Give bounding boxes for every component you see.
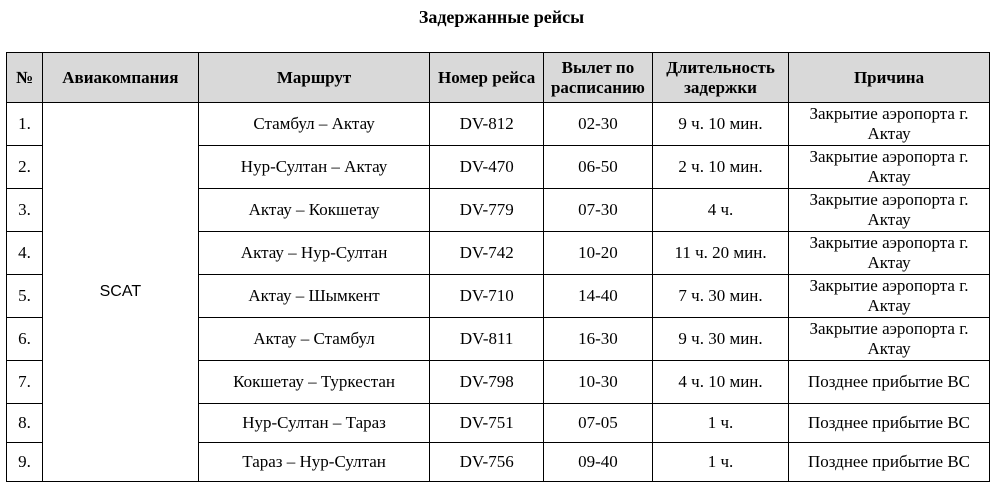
- cell-delay-duration: 1 ч.: [653, 443, 789, 482]
- table-row: [7, 103, 990, 146]
- header-reason: Причина: [789, 53, 990, 103]
- cell-scheduled-departure: 14-40: [543, 275, 652, 318]
- table-header-row: [7, 53, 990, 103]
- cell-flight-number: DV-798: [430, 361, 543, 404]
- header-num: №: [7, 53, 43, 103]
- header-delay-duration: Длительность задержки: [653, 53, 789, 103]
- cell-num: 4.: [7, 232, 43, 275]
- cell-flight-number: DV-470: [430, 146, 543, 189]
- cell-delay-duration: 9 ч. 10 мин.: [653, 103, 789, 146]
- cell-scheduled-departure: 09-40: [543, 443, 652, 482]
- cell-flight-number: DV-812: [430, 103, 543, 146]
- delayed-flights-table: [6, 52, 990, 482]
- cell-scheduled-departure: 16-30: [543, 318, 652, 361]
- cell-flight-number: DV-751: [430, 404, 543, 443]
- cell-delay-duration: 9 ч. 30 мин.: [653, 318, 789, 361]
- cell-delay-duration: 1 ч.: [653, 404, 789, 443]
- cell-flight-number: DV-710: [430, 275, 543, 318]
- header-flight-number: Номер рейса: [430, 53, 543, 103]
- cell-route: Нур-Султан – Тараз: [198, 404, 430, 443]
- header-scheduled-departure: Вылет по расписанию: [543, 53, 652, 103]
- page-title: Задержанные рейсы: [418, 7, 585, 27]
- cell-flight-number: DV-756: [430, 443, 543, 482]
- cell-route: Актау – Стамбул: [198, 318, 430, 361]
- cell-delay-duration: 7 ч. 30 мин.: [653, 275, 789, 318]
- cell-num: 8.: [7, 404, 43, 443]
- header-route: Маршрут: [198, 53, 430, 103]
- cell-route: Актау – Шымкент: [198, 275, 430, 318]
- cell-delay-duration: 4 ч.: [653, 189, 789, 232]
- cell-reason: Закрытие аэропорта г. Актау: [789, 232, 990, 275]
- header-airline: Авиакомпания: [43, 53, 199, 103]
- cell-scheduled-departure: 07-30: [543, 189, 652, 232]
- cell-route: Кокшетау – Туркестан: [198, 361, 430, 404]
- cell-route: Нур-Султан – Актау: [198, 146, 430, 189]
- cell-scheduled-departure: 10-20: [543, 232, 652, 275]
- cell-reason: Закрытие аэропорта г. Актау: [789, 146, 990, 189]
- cell-delay-duration: 4 ч. 10 мин.: [653, 361, 789, 404]
- cell-reason: Закрытие аэропорта г. Актау: [789, 275, 990, 318]
- cell-reason: Закрытие аэропорта г. Актау: [789, 103, 990, 146]
- cell-reason: Позднее прибытие ВС: [789, 443, 990, 482]
- cell-num: 7.: [7, 361, 43, 404]
- cell-flight-number: DV-742: [430, 232, 543, 275]
- cell-num: 9.: [7, 443, 43, 482]
- cell-flight-number: DV-779: [430, 189, 543, 232]
- cell-delay-duration: 2 ч. 10 мин.: [653, 146, 789, 189]
- cell-airline: SCAT: [43, 103, 199, 482]
- cell-scheduled-departure: 07-05: [543, 404, 652, 443]
- cell-scheduled-departure: 06-50: [543, 146, 652, 189]
- cell-num: 5.: [7, 275, 43, 318]
- cell-num: 6.: [7, 318, 43, 361]
- cell-scheduled-departure: 02-30: [543, 103, 652, 146]
- cell-reason: Позднее прибытие ВС: [789, 404, 990, 443]
- cell-flight-number: DV-811: [430, 318, 543, 361]
- cell-route: Стамбул – Актау: [198, 103, 430, 146]
- cell-reason: Закрытие аэропорта г. Актау: [789, 318, 990, 361]
- cell-reason: Закрытие аэропорта г. Актау: [789, 189, 990, 232]
- cell-num: 3.: [7, 189, 43, 232]
- cell-delay-duration: 11 ч. 20 мин.: [653, 232, 789, 275]
- cell-num: 1.: [7, 103, 43, 146]
- cell-scheduled-departure: 10-30: [543, 361, 652, 404]
- cell-route: Актау – Кокшетау: [198, 189, 430, 232]
- cell-route: Тараз – Нур-Султан: [198, 443, 430, 482]
- cell-reason: Позднее прибытие ВС: [789, 361, 990, 404]
- cell-route: Актау – Нур-Султан: [198, 232, 430, 275]
- cell-num: 2.: [7, 146, 43, 189]
